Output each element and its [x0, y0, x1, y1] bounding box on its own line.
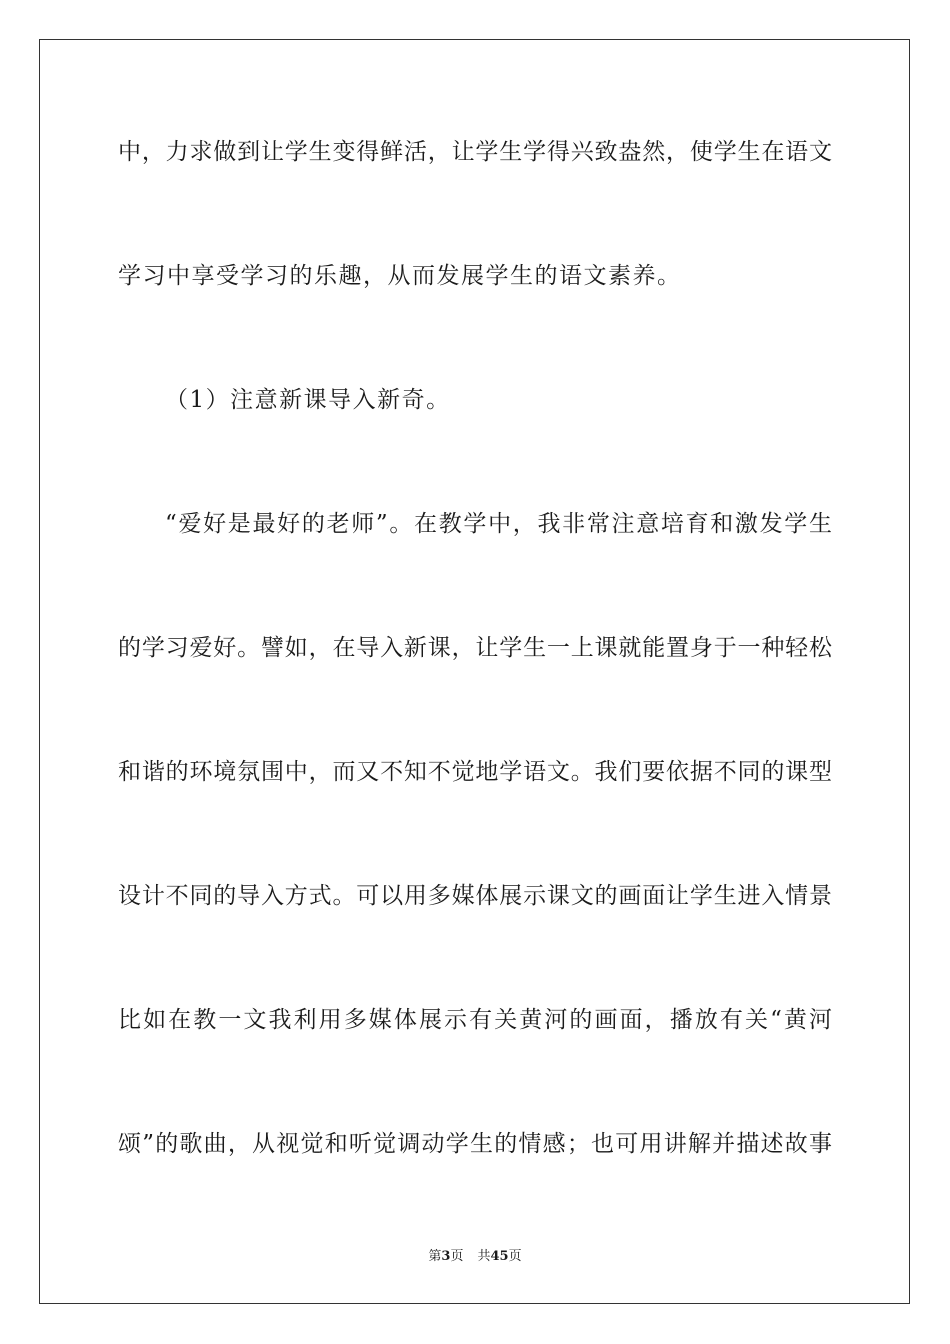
body-line-6: 和谐的环境氛围中，而又不知不觉地学语文。我们要依据不同的课型	[118, 759, 832, 785]
body-line-1: 中，力求做到让学生变得鲜活，让学生学得兴致盎然，使学生在语文	[118, 139, 832, 165]
footer-total-suffix: 页	[508, 1249, 522, 1264]
body-line-7: 设计不同的导入方式。可以用多媒体展示课文的画面让学生进入情景	[118, 883, 832, 909]
body-line-9: 颂”的歌曲，从视觉和听觉调动学生的情感；也可用讲解并描述故事	[118, 1131, 832, 1157]
footer-total-pages: 45	[490, 1249, 509, 1264]
footer-page-prefix: 第	[428, 1249, 442, 1264]
page-footer	[0, 1248, 950, 1266]
body-line-5: 的学习爱好。譬如，在导入新课，让学生一上课就能置身于一种轻松	[118, 635, 832, 661]
body-line-4: “爱好是最好的老师”。在教学中，我非常注意培育和激发学生	[165, 511, 832, 537]
section-heading: （1）注意新课导入新奇。	[165, 387, 451, 413]
body-line-8: 比如在教一文我利用多媒体展示有关黄河的画面，播放有关“黄河	[118, 1007, 832, 1033]
footer-page-suffix: 页	[450, 1249, 464, 1264]
page-border	[39, 39, 910, 1304]
footer-page-number: 3	[441, 1249, 451, 1264]
footer-total-prefix: 共	[477, 1249, 491, 1264]
body-line-2: 学习中享受学习的乐趣，从而发展学生的语文素养。	[118, 263, 682, 289]
